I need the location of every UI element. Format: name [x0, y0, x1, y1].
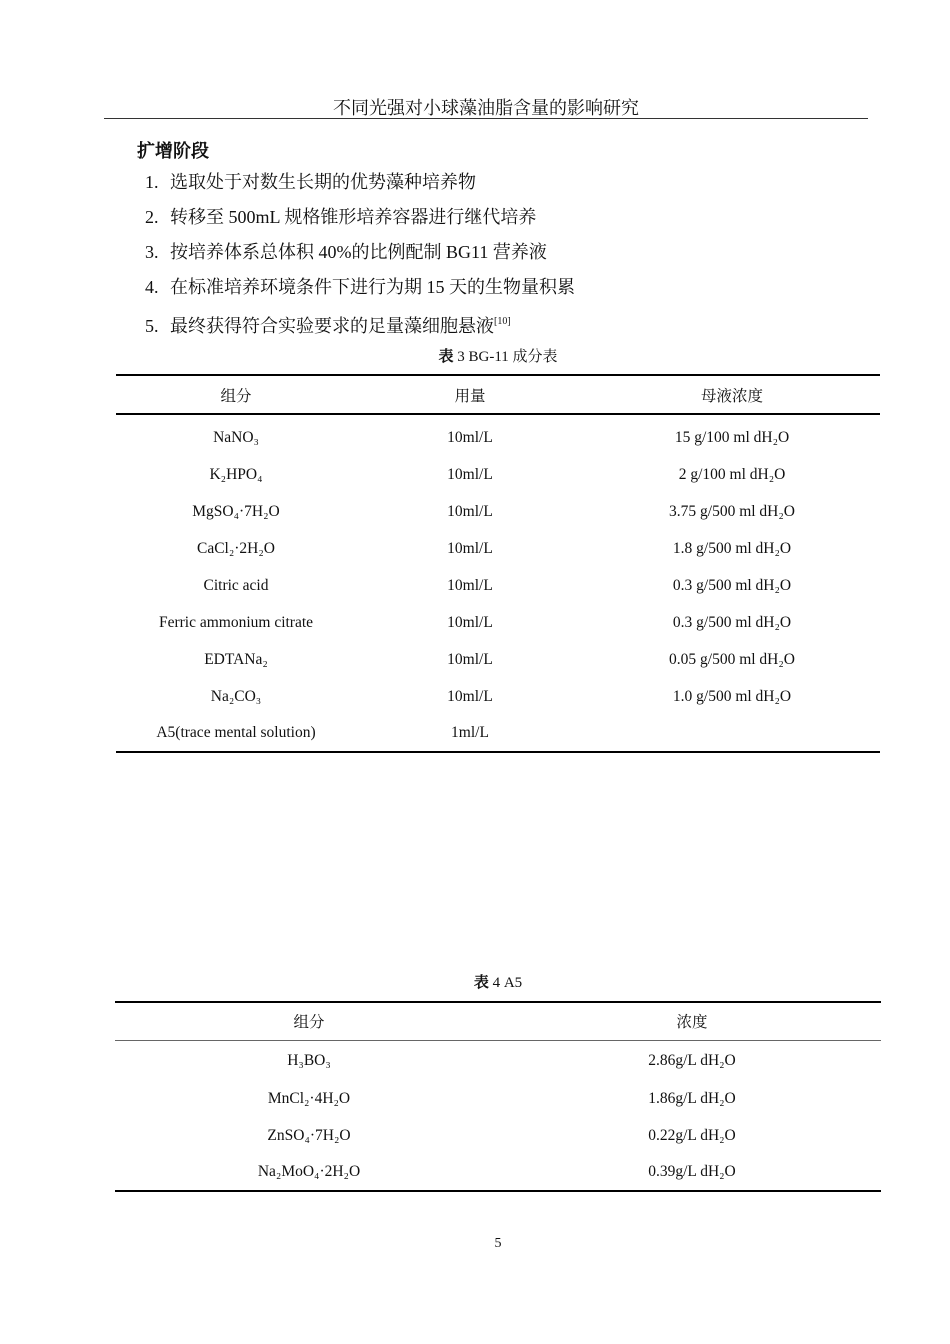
cell-amount: 10ml/L	[447, 428, 493, 446]
cell-component: ZnSO₄·7H₂O	[267, 1126, 351, 1144]
cell-component: CaCl₂·2H₂O	[197, 539, 275, 557]
cell-amount: 10ml/L	[447, 465, 493, 483]
cell-concentration: 1.0 g/500 ml dH₂O	[672, 687, 792, 705]
step-number: 3.	[145, 242, 159, 262]
cell-concentration: 2.86g/L dH₂O	[648, 1052, 736, 1070]
page-number: 5	[494, 1236, 502, 1251]
cell-component: EDTANa₂	[204, 650, 268, 668]
table-row	[116, 641, 880, 678]
procedure-step	[145, 205, 575, 240]
cell-concentration: 0.05 g/500 ml dH₂O	[669, 650, 795, 668]
step-text: 选取处于对数生长期的优势藻种培养物	[170, 172, 476, 192]
step-text: 按培养体系总体积 40%的比例配制 BG11 营养液	[170, 242, 547, 262]
cell-component: Citric acid	[203, 576, 269, 594]
cell-component: Na₂CO₃	[210, 687, 262, 705]
cell-amount: 10ml/L	[447, 502, 493, 520]
table4-caption	[115, 971, 881, 992]
cell-component: MnCl₂·4H₂O	[267, 1089, 351, 1107]
table-header-row	[116, 375, 880, 414]
cell-amount: 10ml/L	[447, 576, 493, 594]
step-number: 1.	[145, 172, 159, 192]
cell-component: NaNO₃	[213, 428, 259, 446]
table3-caption-label: 表	[438, 349, 454, 365]
procedure-steps-list	[145, 170, 575, 345]
table-row	[116, 567, 880, 604]
table4-caption-text: 4 A5	[488, 975, 523, 991]
table-row	[116, 493, 880, 530]
column-header-concentration: 浓度	[503, 1002, 881, 1040]
cell-component: K₂HPO₄	[209, 465, 263, 483]
cell-concentration: 1.86g/L dH₂O	[648, 1089, 736, 1107]
cell-concentration: 0.39g/L dH₂O	[648, 1163, 736, 1180]
header-divider	[104, 118, 868, 119]
cell-amount: 10ml/L	[447, 650, 493, 668]
cell-concentration: 1.8 g/500 ml dH₂O	[672, 539, 792, 557]
table-row	[116, 530, 880, 567]
column-header-component: 组分	[116, 375, 356, 414]
running-header-title: 不同光强对小球藻油脂含量的影响研究	[333, 98, 639, 118]
bg11-composition-table	[116, 374, 880, 753]
column-header-component: 组分	[115, 1002, 503, 1040]
cell-concentration: 3.75 g/500 ml dH₂O	[669, 502, 795, 520]
cell-concentration: 15 g/100 ml dH₂O	[674, 428, 790, 446]
column-header-amount: 用量	[356, 375, 584, 414]
cell-amount: 10ml/L	[447, 687, 493, 705]
table-row	[116, 456, 880, 493]
table-row	[116, 678, 880, 715]
table-row	[116, 715, 880, 752]
table-row	[116, 414, 880, 456]
cell-component: Na₂MoO₄·2H₂O	[257, 1163, 361, 1180]
step-number: 4.	[145, 277, 159, 297]
step-text: 转移至 500mL 规格锥形培养容器进行继代培养	[170, 207, 537, 227]
column-header-stock-concentration: 母液浓度	[584, 375, 880, 414]
table-row	[115, 1080, 881, 1117]
cell-component: A5(trace mental solution)	[156, 724, 316, 741]
procedure-step	[145, 275, 575, 310]
cell-concentration: 0.22g/L dH₂O	[648, 1126, 736, 1144]
procedure-step	[145, 240, 575, 275]
cell-component: Ferric ammonium citrate	[158, 613, 314, 631]
procedure-step	[145, 170, 575, 205]
cell-concentration	[584, 715, 880, 752]
table-row	[115, 1117, 881, 1154]
table-row	[116, 604, 880, 641]
step-text: 在标准培养环境条件下进行为期 15 天的生物量积累	[170, 277, 575, 297]
cell-concentration: 2 g/100 ml dH₂O	[678, 465, 786, 483]
step-number: 5.	[145, 316, 159, 336]
cell-amount: 1ml/L	[451, 724, 489, 741]
table-row	[115, 1154, 881, 1191]
citation-reference: [10]	[494, 316, 511, 327]
a5-trace-solution-table	[115, 1001, 881, 1192]
cell-concentration: 0.3 g/500 ml dH₂O	[672, 613, 792, 631]
table4-caption-label: 表	[473, 975, 489, 991]
section-heading: 扩增阶段	[137, 141, 209, 161]
cell-component: MgSO₄·7H₂O	[192, 502, 280, 520]
procedure-step	[145, 310, 575, 345]
cell-concentration: 0.3 g/500 ml dH₂O	[672, 576, 792, 594]
table3-caption	[116, 345, 880, 366]
cell-amount: 10ml/L	[447, 613, 493, 631]
cell-amount: 10ml/L	[447, 539, 493, 557]
table3-caption-text: 3 BG-11 成分表	[453, 349, 558, 365]
step-text: 最终获得符合实验要求的足量藻细胞悬液	[170, 316, 494, 336]
step-number: 2.	[145, 207, 159, 227]
table-header-row	[115, 1002, 881, 1040]
table-row	[115, 1040, 881, 1080]
cell-component: H₃BO₃	[287, 1052, 331, 1070]
